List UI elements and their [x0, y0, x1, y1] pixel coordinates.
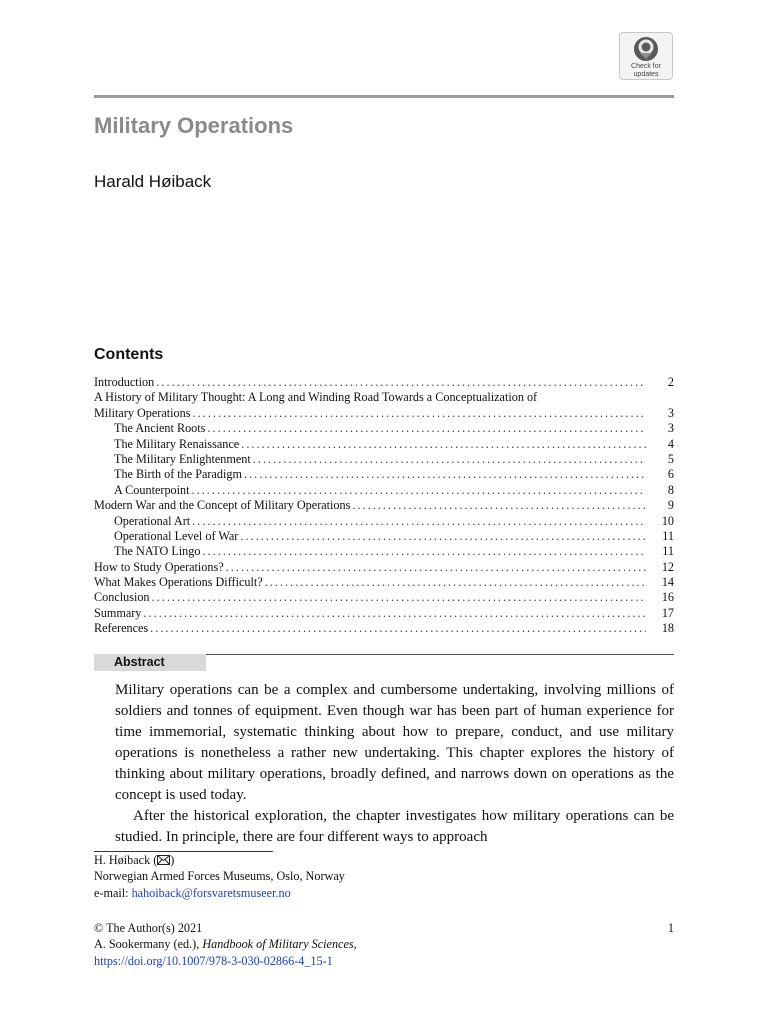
table-of-contents: [94, 375, 674, 637]
abstract-heading: Abstract: [94, 654, 206, 671]
abstract-body: [115, 680, 674, 848]
citation-block: [94, 920, 357, 969]
toc-entry-label: The Ancient Roots: [114, 421, 206, 436]
citation-line: [94, 936, 357, 952]
toc-entry-page: 4: [667, 436, 674, 451]
toc-entry-page: 5: [667, 451, 674, 466]
toc-entry-page: 8: [667, 482, 674, 497]
citation-prefix: A. Sookermany (ed.),: [94, 937, 203, 952]
footnote-author: H. Høiback (: [94, 853, 158, 867]
toc-entry[interactable]: [94, 590, 674, 605]
toc-leader-dots: [150, 621, 646, 636]
toc-leader-dots: [192, 406, 646, 421]
toc-leader-dots: [352, 498, 646, 513]
toc-entry-label: Introduction: [94, 375, 155, 389]
email-link[interactable]: hahoiback@forsvaretsmuseer.no: [131, 885, 291, 900]
toc-leader-dots: [152, 590, 646, 605]
toc-entry-page: 17: [661, 605, 674, 620]
toc-entry-label: What Makes Operations Difficult?: [94, 575, 263, 590]
toc-entry-label: How to Study Operations?: [94, 559, 224, 574]
toc-entry[interactable]: [94, 514, 674, 529]
page-number: 1: [667, 921, 674, 935]
toc-entry-page: 3: [667, 421, 674, 436]
toc-entry-page: 6: [667, 467, 674, 482]
toc-entry-page: 2: [667, 375, 674, 389]
footnote-email-line: [94, 885, 345, 901]
toc-entry-page: 9: [667, 498, 674, 513]
toc-entry-page: 11: [662, 528, 674, 543]
toc-entry-page: 14: [661, 575, 674, 590]
toc-entry[interactable]: [94, 421, 674, 436]
toc-entry-label: Operational Art: [114, 513, 191, 528]
toc-entry-label: The Military Enlightenment: [114, 451, 251, 466]
toc-leader-dots: [244, 467, 646, 482]
badge-label-line2: updates: [633, 71, 659, 78]
toc-leader-dots: [192, 483, 647, 498]
toc-entry[interactable]: [94, 452, 674, 467]
footnote-affiliation: Norwegian Armed Forces Museums, Oslo, Norway: [94, 869, 345, 884]
toc-entry[interactable]: [94, 467, 674, 482]
toc-entry-label: Summary: [94, 605, 142, 620]
toc-entry-page: 12: [661, 559, 674, 574]
header-rule: [94, 95, 674, 98]
toc-entry[interactable]: [94, 375, 674, 390]
toc-entry-page: 11: [662, 544, 674, 559]
toc-leader-dots: [156, 375, 646, 390]
toc-entry[interactable]: [94, 483, 674, 498]
toc-entry-label: Conclusion: [94, 590, 150, 605]
book-title: Handbook of Military Sciences: [202, 937, 354, 952]
toc-leader-dots: [192, 514, 646, 529]
toc-entry[interactable]: [94, 621, 674, 636]
doi-link[interactable]: https://doi.org/10.1007/978-3-030-02866-4_15-1: [94, 953, 333, 968]
toc-leader-dots: [202, 544, 646, 559]
chapter-title: Military Operations: [94, 113, 294, 138]
toc-entry[interactable]: [94, 437, 674, 452]
email-label: e-mail:: [94, 885, 132, 900]
toc-leader-dots: [253, 452, 646, 467]
toc-leader-dots: [241, 437, 646, 452]
badge-label-line1: Check for: [631, 63, 661, 70]
toc-entry[interactable]: [94, 498, 674, 513]
toc-entry-label: Modern War and the Concept of Military Operations: [94, 498, 351, 513]
toc-entry[interactable]: [94, 406, 674, 421]
envelope-icon: [157, 855, 170, 865]
toc-entry-label: The NATO Lingo: [114, 544, 201, 559]
toc-entry[interactable]: [94, 606, 674, 621]
toc-entry[interactable]: [94, 544, 674, 559]
toc-entry-page: 18: [661, 621, 674, 636]
abstract-paragraph: After the historical exploration, the chapter investigates how military operations can be studied. In principle, there are four different ways to approach: [115, 808, 674, 845]
toc-entry[interactable]: [94, 575, 674, 590]
footnote-author-close: ): [170, 853, 175, 867]
toc-leader-dots: [143, 606, 646, 621]
toc-entry-label: The Birth of the Paradigm: [114, 467, 242, 482]
toc-entry[interactable]: A History of Military Thought: A Long and Winding Road Towards a Conceptualization of: [94, 390, 538, 405]
copyright: © The Author(s) 2021: [94, 921, 203, 935]
author-name: Harald Høiback: [94, 172, 212, 191]
check-for-updates-badge[interactable]: [619, 32, 673, 80]
toc-leader-dots: [240, 529, 646, 544]
toc-entry-page: 16: [661, 590, 674, 605]
abstract-paragraph: Military operations can be a complex and cumbersome undertaking, involving millions of soldiers and tonnes of equipment. Even though war has been part of human experience for time immemorial, systematic thinking about how to prepare, conduct, and use military operations is nonetheless a rather new undertaking. This chapter explores the history of thinking about military operations, broadly defined, and narrows down on operations as the concept is used today.: [115, 682, 674, 803]
toc-leader-dots: [226, 560, 646, 575]
contents-heading: Contents: [94, 346, 164, 363]
toc-entry-label: A Counterpoint: [114, 482, 190, 497]
toc-entry-label: References: [94, 621, 149, 636]
toc-entry-label: Military Operations: [94, 405, 191, 420]
author-footnote: [94, 852, 345, 901]
toc-entry[interactable]: [94, 529, 674, 544]
citation-suffix: ,: [353, 937, 357, 952]
footnote-author-line: [94, 852, 345, 868]
toc-leader-dots: [207, 421, 646, 436]
crossmark-icon: [633, 36, 659, 62]
toc-entry[interactable]: [94, 560, 674, 575]
toc-entry-label: The Military Renaissance: [114, 436, 240, 451]
toc-entry-page: 10: [661, 513, 674, 528]
toc-entry-page: 3: [667, 405, 674, 420]
toc-leader-dots: [265, 575, 646, 590]
toc-entry-label: Operational Level of War: [114, 528, 239, 543]
